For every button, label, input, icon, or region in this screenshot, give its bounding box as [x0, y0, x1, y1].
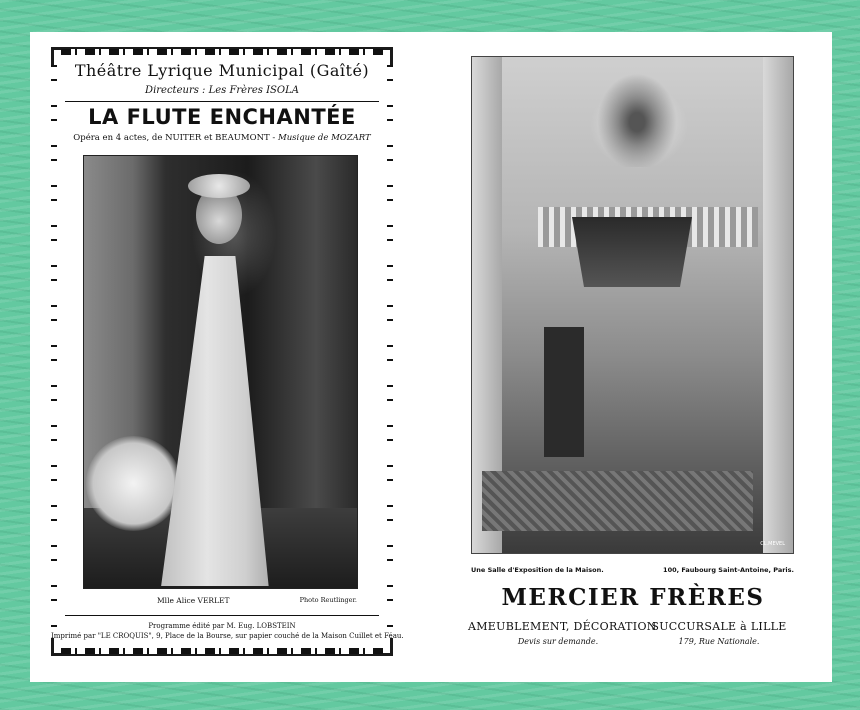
- directors-line: Directeurs : Les Frères ISOLA: [145, 85, 299, 96]
- photo-feather-fan: [86, 436, 181, 531]
- branch-block: [642, 620, 796, 646]
- showroom-caption: Une Salle d'Exposition de la Maison.: [471, 566, 604, 574]
- photo-caption: Mlle Alice VERLET: [157, 596, 230, 605]
- opera-title: LA FLUTE ENCHANTÉE: [88, 105, 356, 129]
- opera-authors: Opéra en 4 actes, de NUITER et BEAUMONT -: [73, 133, 278, 143]
- branch-heading: SUCCURSALE à LILLE: [651, 620, 787, 633]
- bottom-border-ornament: [61, 648, 383, 654]
- photo-stamp: CL.MEVEL: [760, 541, 785, 547]
- photo-pillar-right: [763, 57, 793, 553]
- photo-doorway: [544, 327, 584, 457]
- photo-credit: Photo Reutlinger.: [299, 596, 357, 604]
- divider: [65, 615, 379, 616]
- programme-page: [51, 47, 404, 656]
- showroom-photo: [471, 56, 794, 554]
- photo-rug: [482, 471, 753, 531]
- top-border-ornament: [61, 49, 383, 55]
- services-note: Devis sur demande.: [517, 637, 599, 646]
- branch-address: 179, Rue Nationale.: [678, 637, 760, 646]
- photo-chandelier: [592, 67, 682, 167]
- editor-line: Programme édité par M. Eug. LOBSTEIN: [148, 622, 296, 630]
- divider: [65, 101, 379, 102]
- showroom-address: 100, Faubourg Saint-Antoine, Paris.: [663, 566, 794, 574]
- services-heading: AMEUBLEMENT, DÉCORATION: [468, 620, 657, 633]
- opera-subtitle: [51, 133, 393, 143]
- right-border-ornament: [387, 65, 393, 638]
- services-block: [468, 620, 657, 646]
- photo-tapestry: [572, 217, 692, 287]
- theatre-name: Théâtre Lyrique Municipal (Gaîté): [74, 61, 370, 80]
- printer-line: Imprimé par "LE CROQUIS", 9, Place de la Bourse, sur papier couché de la Maison Cuillet et Féau.: [51, 632, 404, 640]
- left-border-ornament: [51, 65, 57, 638]
- singer-portrait-photo: [83, 155, 358, 589]
- scanned-sheet: [30, 32, 832, 682]
- photo-headdress: [188, 174, 250, 198]
- printer-info: [51, 621, 404, 641]
- brand-name: MERCIER FRÈRES: [501, 584, 765, 611]
- opera-composer: Musique de MOZART: [277, 133, 371, 143]
